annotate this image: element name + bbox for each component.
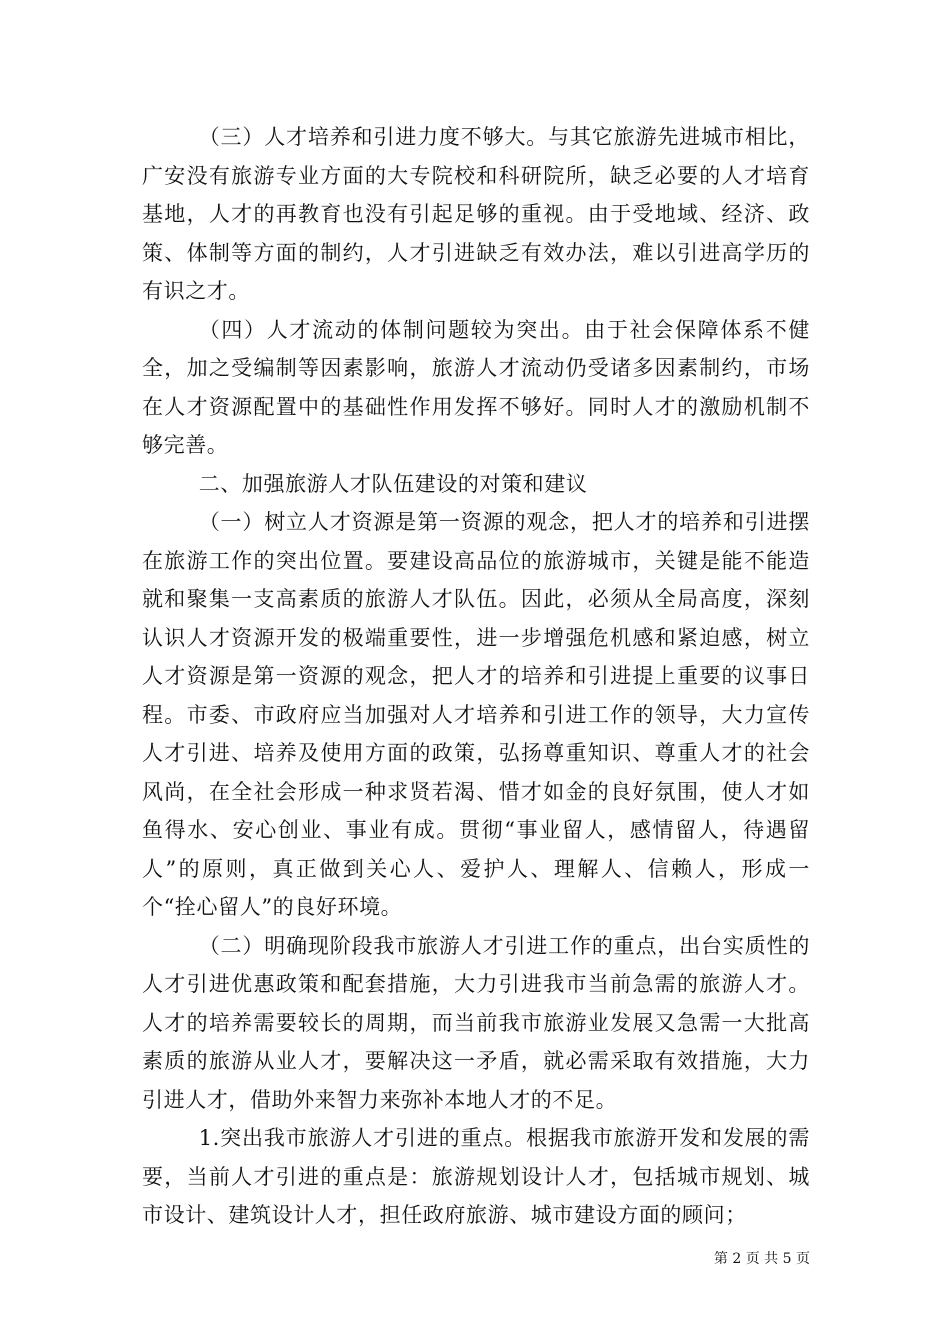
document-body bbox=[142, 118, 810, 1235]
paragraph-section-3: （三）人才培养和引进力度不够大。与其它旅游先进城市相比，广安没有旅游专业方面的大专院校和科研院所，缺乏必要的人才培育基地，人才的再教育也没有引起足够的重视。由于受地域、经济、政策、体制等方面的制约，人才引进缺乏有效办法，难以引进高学历的有识之才。 bbox=[142, 125, 810, 303]
paragraph-item-1: 1.突出我市旅游人才引进的重点。根据我市旅游开发和发展的需要，当前人才引进的重点是：旅游规划设计人才，包括城市规划、城市设计、建筑设计人才，担任政府旅游、城市建设方面的顾问； bbox=[142, 1126, 810, 1227]
paragraph-section-4: （四）人才流动的体制问题较为突出。由于社会保障体系不健全，加之受编制等因素影响，旅游人才流动仍受诸多因素制约，市场在人才资源配置中的基础性作用发挥不够好。同时人才的激励机制不够完善。 bbox=[142, 317, 810, 457]
section-heading-2: 二、加强旅游人才队伍建设的对策和建议 bbox=[198, 471, 588, 496]
page-number: 第 2 页 共 5 页 bbox=[713, 1251, 810, 1267]
paragraph-measure-1: （一）树立人才资源是第一资源的观念，把人才的培养和引进摆在旅游工作的突出位置。要建设高品位的旅游城市，关键是能不能造就和聚集一支高素质的旅游人才队伍。因此，必须从全局高度，深刻认识人才资源开发的极端重要性，进一步增强危机感和紧迫感，树立人才资源是第一资源的观念，把人才的培养和引进提上重要的议事日程。市委、市政府应当加强对人才培养和引进工作的领导，大力宣传人才引进、培养及使用方面的政策，弘扬尊重知识、尊重人才的社会风尚，在全社会形成一种求贤若渴、惜才如金的良好氛围，使人才如鱼得水、安心创业、事业有成。贯彻“事业留人，感情留人，待遇留人”的原则，真正做到关心人、爱护人、理解人、信赖人，形成一个“拴心留人”的良好环境。 bbox=[142, 510, 810, 919]
paragraph-measure-2: （二）明确现阶段我市旅游人才引进工作的重点，出台实质性的人才引进优惠政策和配套措施，大力引进我市当前急需的旅游人才。人才的培养需要较长的周期，而当前我市旅游业发展又急需一大批高素质的旅游从业人才，要解决这一矛盾，就必需采取有效措施，大力引进人才，借助外来智力来弥补本地人才的不足。 bbox=[142, 933, 810, 1112]
